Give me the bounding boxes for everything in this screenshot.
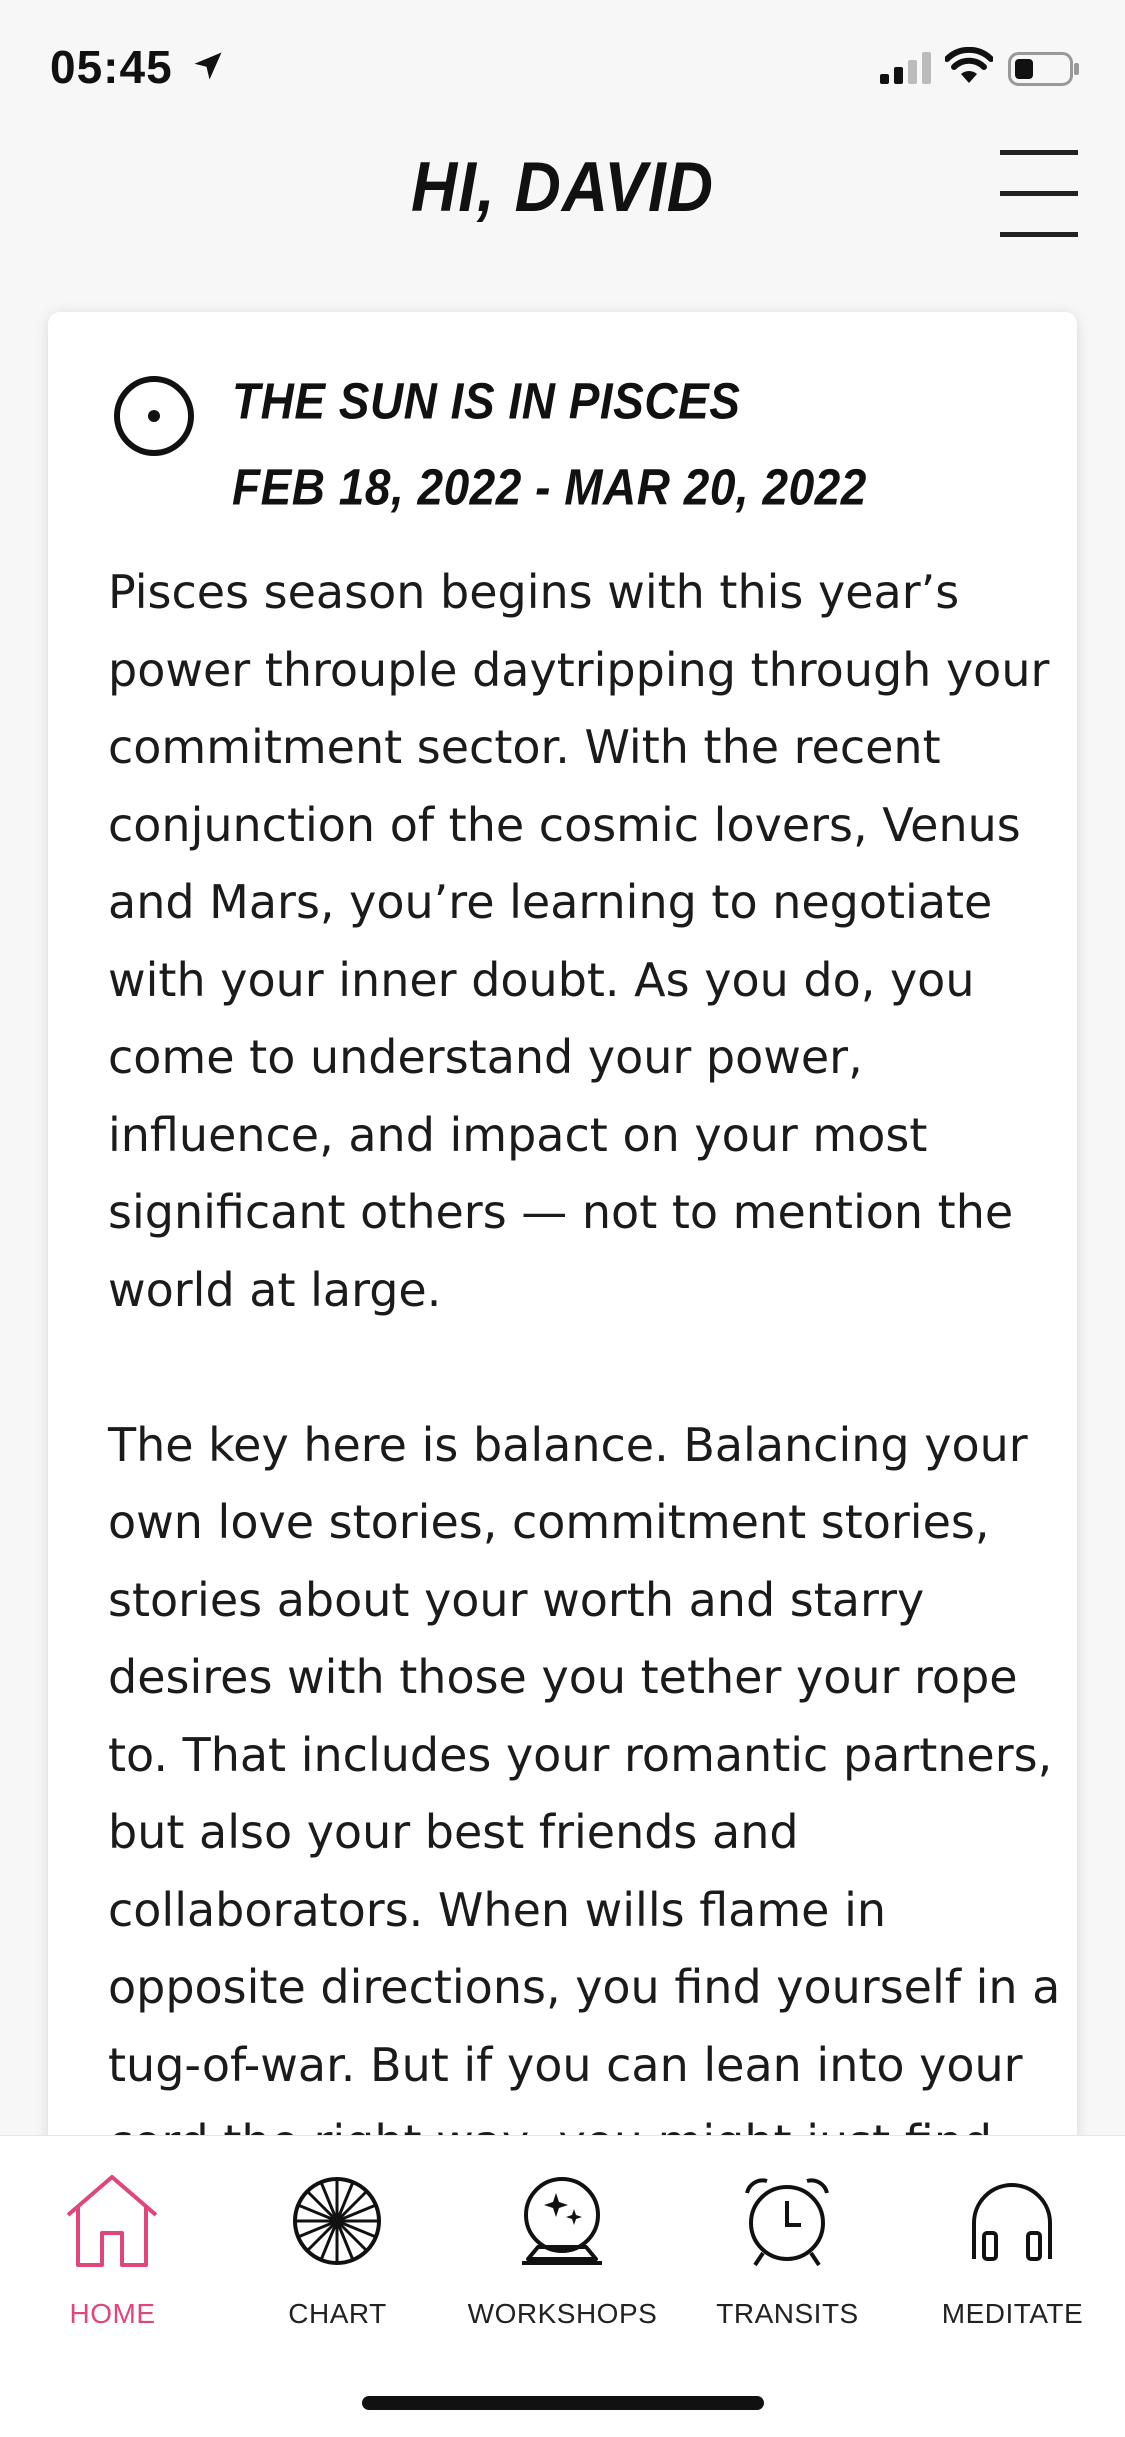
- tab-meditate-label: MEDITATE: [941, 2298, 1084, 2329]
- chart-wheel-icon: [287, 2171, 387, 2271]
- tab-transits[interactable]: [675, 2136, 900, 2376]
- tab-workshops-label: WORKSHOPS: [467, 2298, 658, 2329]
- tab-chart[interactable]: [225, 2136, 450, 2376]
- crystal-ball-icon: [512, 2171, 612, 2271]
- tab-chart-label: CHART: [288, 2298, 387, 2329]
- greeting-title: HI, DAVID: [411, 147, 714, 227]
- home-indicator[interactable]: [362, 2396, 764, 2410]
- tab-meditate[interactable]: [900, 2136, 1125, 2376]
- wifi-icon: [945, 47, 993, 85]
- location-arrow-icon: [190, 48, 226, 84]
- headphones-icon: [962, 2171, 1062, 2271]
- horoscope-paragraph: Pisces season begins with this year’s power throuple daytripping through your commitment sector. With the recent conjunction of the cosmic lovers, Venus and Mars, you’re learning to negotiate with your inner doubt. As you do, you come to understand your power, influence, and impact on your most significant others — not to mention the world at large.: [108, 565, 1050, 1317]
- tab-transits-label: TRANSITS: [716, 2298, 859, 2329]
- battery-icon: [1008, 52, 1080, 86]
- hamburger-icon: [1000, 150, 1078, 155]
- hamburger-icon-line: [1000, 232, 1078, 237]
- horoscope-text: [108, 554, 1078, 2259]
- sun-sign-card: [48, 312, 1077, 2172]
- status-bar: [0, 0, 1125, 130]
- tab-home-label: HOME: [69, 2298, 156, 2329]
- horoscope-paragraph: The key here is balance. Balancing your own love stories, commitment stories, stories about your worth and starry desires with those you tether your rope to. That includes your romantic partners, but also your best friends and collaborators. When wills flame in opposite directions, you find yourself in a tug-of-war. But if you can lean into your: [108, 1417, 1061, 2092]
- status-time: 05:45: [50, 41, 173, 93]
- home-icon: [62, 2171, 162, 2271]
- cellular-signal-icon: [880, 52, 934, 84]
- hamburger-icon-line: [1000, 191, 1078, 196]
- alarm-clock-icon: [737, 2171, 837, 2271]
- tab-workshops[interactable]: [450, 2136, 675, 2376]
- sun-symbol-icon: [112, 374, 196, 458]
- menu-button[interactable]: [1000, 150, 1078, 238]
- sun-sign-title: THE SUN IS IN PISCES: [232, 372, 741, 430]
- sun-sign-dates: FEB 18, 2022 - MAR 20, 2022: [232, 458, 867, 516]
- bottom-tab-bar: [0, 2135, 1125, 2437]
- tab-home[interactable]: [0, 2136, 225, 2376]
